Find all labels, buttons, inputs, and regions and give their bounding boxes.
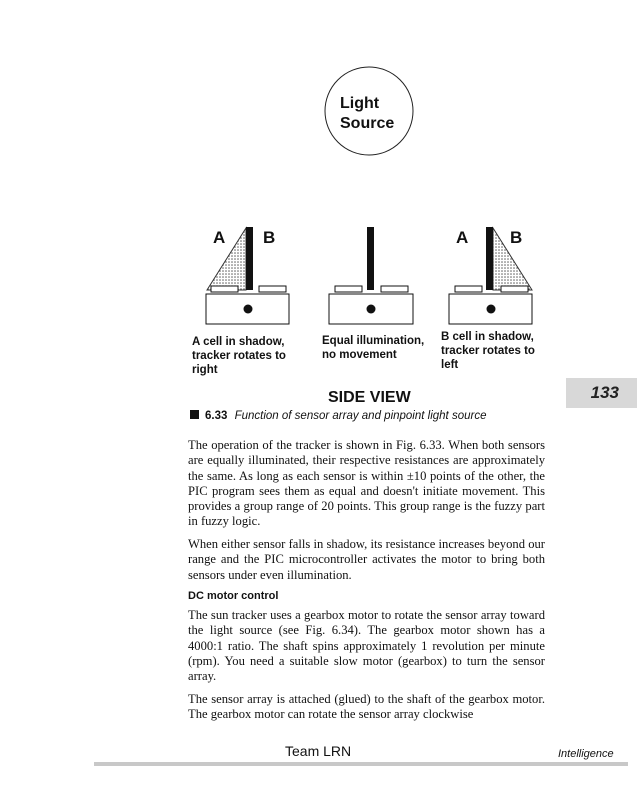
divider-post <box>246 227 253 290</box>
light-source-label-line2: Source <box>340 115 395 132</box>
divider-post <box>486 227 493 290</box>
footer-section: Intelligence <box>558 748 614 760</box>
label-a: A <box>213 228 226 247</box>
sensor-a <box>211 286 238 292</box>
pivot-dot <box>367 305 376 314</box>
caption-left <box>192 335 286 377</box>
light-source <box>325 67 413 155</box>
pivot-dot <box>487 305 496 314</box>
sensor-b <box>381 286 408 292</box>
section-heading: DC motor control <box>188 590 279 602</box>
label-b: B <box>510 228 523 247</box>
caption-right-line3: left <box>441 359 459 371</box>
tracker-right <box>449 227 532 324</box>
paragraph-2: When either sensor falls in shadow, its resistance increases beyond our range and the PIC microcontroller activates the motor to bring both sensors under even illumination. <box>188 537 545 582</box>
paragraph-3: The sun tracker uses a gearbox motor to rotate the sensor array toward the light source (see Fig. 6.34). The gearbox motor shown has a 4000:1 ratio. The shaft spins approximately 1 revolution per minute (rpm). You need a suitable slow motor (gearbox) to turn the sensor array. <box>188 608 545 684</box>
paragraph-1: The operation of the tracker is shown in Fig. 6.33. When both sensors are equally illuminated, their respective resistances are approximately the same. As long as each sensor is within ±10 points of the other, the PIC program sees them as equal and doesn't initiate movement. This provides a group range of 20 points. This group range is the fuzzy part in fuzzy logic. <box>188 438 545 529</box>
caption-square-icon <box>190 410 199 419</box>
pivot-dot <box>244 305 253 314</box>
figure-number: 6.33 <box>205 410 228 422</box>
sensor-a <box>455 286 482 292</box>
caption-right <box>441 330 535 372</box>
figure-caption <box>190 410 486 422</box>
caption-right-line2: tracker rotates to <box>441 345 535 357</box>
caption-middle-line2: no movement <box>322 349 397 361</box>
figure-caption-text: Function of sensor array and pinpoint light source <box>234 410 487 422</box>
caption-middle <box>322 334 424 362</box>
footer-rule <box>94 762 628 766</box>
page-number: 133 <box>590 383 619 402</box>
caption-middle-line1: Equal illumination, <box>322 335 425 347</box>
side-view-title: SIDE VIEW <box>328 389 411 406</box>
page-number-tab <box>566 378 637 408</box>
caption-left-line1: A cell in shadow, <box>192 336 285 348</box>
sensor-b <box>501 286 528 292</box>
sensor-a <box>335 286 362 292</box>
caption-left-line2: tracker rotates to <box>192 350 286 362</box>
light-source-label-line1: Light <box>340 95 380 112</box>
tracker-middle <box>329 227 413 324</box>
sensor-b <box>259 286 286 292</box>
footer-team: Team LRN <box>285 743 352 759</box>
label-a: A <box>456 228 469 247</box>
divider-post <box>367 227 374 290</box>
paragraph-4: The sensor array is attached (glued) to the shaft of the gearbox motor. The gearbox motor can rotate the sensor array clockwise <box>188 692 545 722</box>
label-b: B <box>263 228 276 247</box>
caption-left-line3: right <box>192 364 218 376</box>
tracker-left <box>206 227 289 324</box>
caption-right-line1: B cell in shadow, <box>441 331 534 343</box>
